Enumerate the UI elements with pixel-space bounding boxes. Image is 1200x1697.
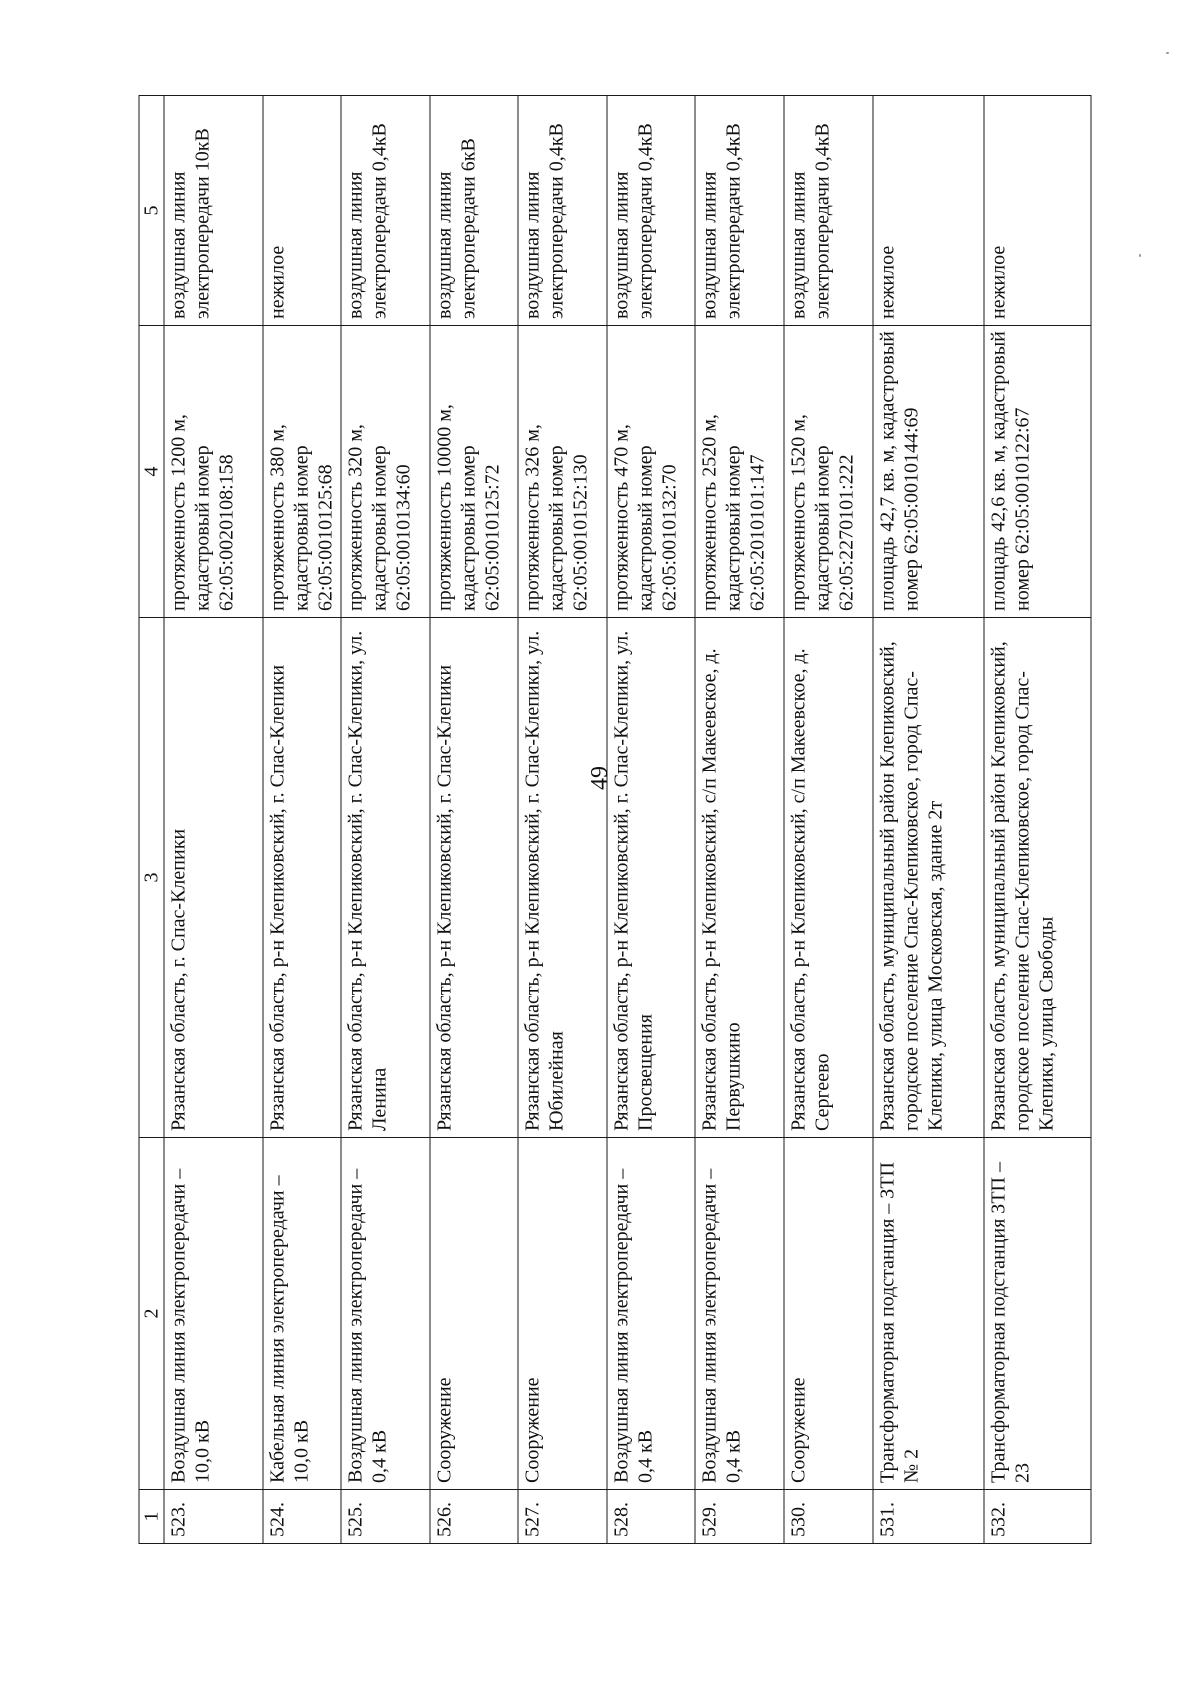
object-address: Рязанская область, р-н Клепиковский, г. Спас-Клепики — [430, 618, 519, 1138]
object-name: Трансформаторная подстанция – ЗТП № 2 — [873, 1138, 984, 1490]
object-purpose: воздушная линия электропередачи 6кВ — [430, 96, 519, 326]
object-name: Трансформаторная подстанция ЗТП –23 — [984, 1138, 1091, 1490]
row-number: 524. — [263, 1490, 341, 1544]
registry-table-rotated — [139, 96, 1092, 1544]
object-address: Рязанская область, муниципальный район Клепиковский, городское поселение Спас-Клепиковское, город Спас-Клепики, улица Московская, здание 2т — [873, 618, 984, 1138]
object-purpose: воздушная линия электропередачи 0,4кВ — [341, 96, 430, 326]
column-header-1: 1 — [139, 1490, 164, 1544]
table-header — [139, 96, 164, 1544]
table-row — [695, 96, 784, 1544]
header-row — [139, 96, 164, 1544]
object-address: Рязанская область, г. Спас-Клепики — [164, 618, 263, 1138]
object-name: Воздушная линия электропередачи –10,0 кВ — [164, 1138, 263, 1490]
object-name: Воздушная линия электропередачи – 0,4 кВ — [607, 1138, 696, 1490]
object-characteristics: протяженность 326 м, кадастровый номер 62:05:0010152:130 — [518, 326, 607, 618]
table-row — [164, 96, 263, 1544]
table-row — [873, 96, 984, 1544]
object-address: Рязанская область, р-н Клепиковский, г. Спас-Клепики, ул. Просвещения — [607, 618, 696, 1138]
table-row — [263, 96, 341, 1544]
table-row — [784, 96, 873, 1544]
table-row — [518, 96, 607, 1544]
object-characteristics: протяженность 10000 м, кадастровый номер 62:05:0010125:72 — [430, 326, 519, 618]
table-row — [607, 96, 696, 1544]
object-purpose: воздушная линия электропередачи 0,4кВ — [518, 96, 607, 326]
row-number: 529. — [695, 1490, 784, 1544]
row-number: 528. — [607, 1490, 696, 1544]
object-characteristics: протяженность 2520 м, кадастровый номер 62:05:2010101:147 — [695, 326, 784, 618]
object-address: Рязанская область, муниципальный район Клепиковский, городское поселение Спас-Клепиковское, город Спас-Клепики, улица Свободы — [984, 618, 1091, 1138]
object-characteristics: площадь 42,6 кв. м, кадастровый номер 62:05:0010122:67 — [984, 326, 1091, 618]
object-address: Рязанская область, р-н Клепиковский, с/п Макеевское, д. Сергеево — [784, 618, 873, 1138]
object-characteristics: площадь 42,7 кв. м, кадастровый номер 62:05:0010144:69 — [873, 326, 984, 618]
scan-speck — [1139, 254, 1141, 257]
object-name: Кабельная линия электропередачи –10,0 кВ — [263, 1138, 341, 1490]
row-number: 530. — [784, 1490, 873, 1544]
object-name: Сооружение — [784, 1138, 873, 1490]
column-header-4: 4 — [139, 326, 164, 618]
object-purpose: нежилое — [984, 96, 1091, 326]
table-row — [430, 96, 519, 1544]
object-address: Рязанская область, р-н Клепиковский, с/п Макеевское, д. Первушкино — [695, 618, 784, 1138]
row-number: 525. — [341, 1490, 430, 1544]
object-name: Воздушная линия электропередачи – 0,4 кВ — [695, 1138, 784, 1490]
object-purpose: нежилое — [263, 96, 341, 326]
row-number: 523. — [164, 1490, 263, 1544]
table-row — [984, 96, 1091, 1544]
page-number: 49 — [587, 766, 613, 790]
table-body — [164, 96, 1091, 1544]
object-address: Рязанская область, р-н Клепиковский, г. Спас-Клепики, ул. Ленина — [341, 618, 430, 1138]
row-number: 527. — [518, 1490, 607, 1544]
row-number: 531. — [873, 1490, 984, 1544]
object-name: Воздушная линия электропередачи – 0,4 кВ — [341, 1138, 430, 1490]
object-purpose: воздушная линия электропередачи 0,4кВ — [607, 96, 696, 326]
object-characteristics: протяженность 470 м, кадастровый номер 62:05:0010132:70 — [607, 326, 696, 618]
object-characteristics: протяженность 1520 м, кадастровый номер 62:05:2270101:222 — [784, 326, 873, 618]
column-header-5: 5 — [139, 96, 164, 326]
object-characteristics: протяженность 380 м, кадастровый номер 62:05:0010125:68 — [263, 326, 341, 618]
object-name: Сооружение — [430, 1138, 519, 1490]
object-purpose: нежилое — [873, 96, 984, 326]
row-number: 526. — [430, 1490, 519, 1544]
object-characteristics: протяженность 320 м, кадастровый номер 62:05:0010134:60 — [341, 326, 430, 618]
scan-speck — [1166, 52, 1169, 54]
table-row — [341, 96, 430, 1544]
object-purpose: воздушная линия электропередачи 10кВ — [164, 96, 263, 326]
object-purpose: воздушная линия электропередачи 0,4кВ — [784, 96, 873, 326]
column-header-2: 2 — [139, 1138, 164, 1490]
object-purpose: воздушная линия электропередачи 0,4кВ — [695, 96, 784, 326]
object-name: Сооружение — [518, 1138, 607, 1490]
registry-table — [139, 95, 1092, 1544]
column-header-3: 3 — [139, 618, 164, 1138]
object-address: Рязанская область, р-н Клепиковский, г. Спас-Клепики, ул. Юбилейная — [518, 618, 607, 1138]
object-address: Рязанская область, р-н Клепиковский, г. Спас-Клепики — [263, 618, 341, 1138]
object-characteristics: протяженность 1200 м, кадастровый номер 62:05:0020108:158 — [164, 326, 263, 618]
row-number: 532. — [984, 1490, 1091, 1544]
